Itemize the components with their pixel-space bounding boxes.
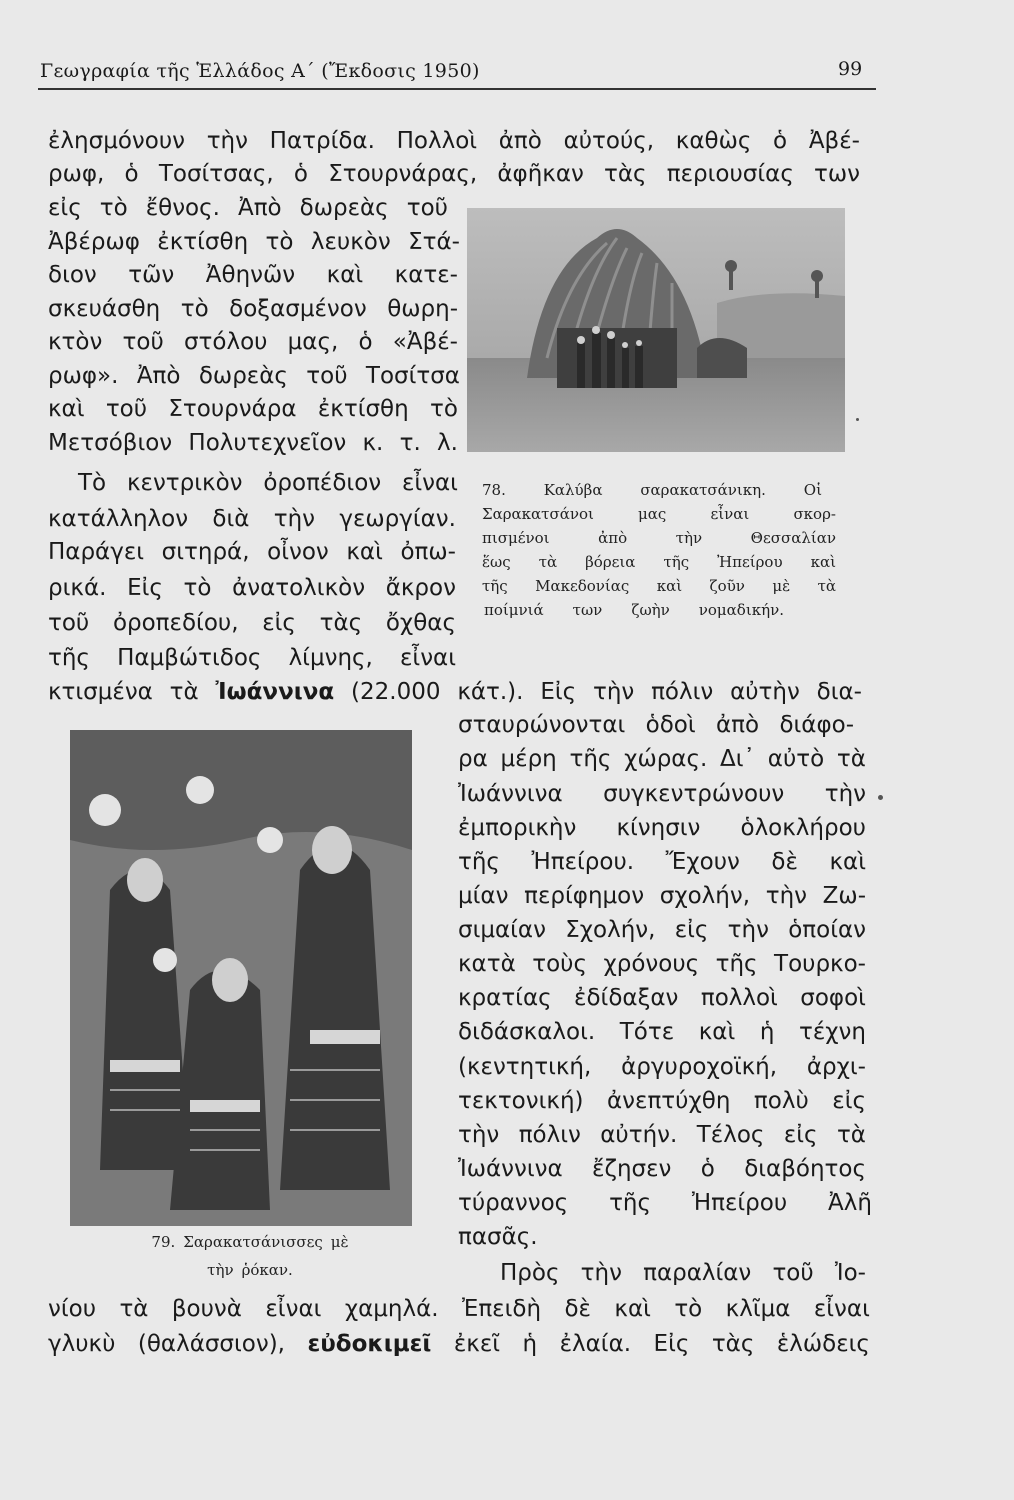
word: σταυρώνονται xyxy=(458,712,626,738)
word: διδάσκαλοι. xyxy=(458,1019,596,1045)
word: Τέλος xyxy=(696,1122,765,1148)
caption-line xyxy=(484,598,784,622)
text-line xyxy=(48,158,860,190)
word: Τοσίτσα xyxy=(365,363,460,389)
word: αὐτὴν xyxy=(730,679,800,705)
word: τὰ xyxy=(538,553,558,571)
word: Ἰωάννινα xyxy=(458,1156,563,1182)
word: γλυκὺ xyxy=(48,1331,116,1357)
word: οἶνον xyxy=(267,539,329,565)
text-line xyxy=(48,125,860,157)
word: Μακεδονίας xyxy=(535,577,630,595)
text-line xyxy=(48,393,458,425)
text-line xyxy=(48,536,456,568)
word: καὶ xyxy=(326,262,364,288)
word: χρόνους xyxy=(603,951,700,977)
photo-78-hut xyxy=(467,208,845,452)
word: ἀπὸ xyxy=(598,529,628,547)
word: Ἠπείρου xyxy=(691,1190,788,1216)
text-line xyxy=(48,259,458,291)
word: λ. xyxy=(437,430,458,456)
word: ῥόκαν. xyxy=(241,1261,293,1279)
word: διον xyxy=(48,262,97,288)
word: τὰ xyxy=(836,746,866,772)
text-line xyxy=(458,778,866,810)
word: Ἠπείρου. xyxy=(531,849,635,875)
word: τῆς xyxy=(458,849,500,875)
word: Ἠπείρου xyxy=(717,553,783,571)
word: ἑλώδεις xyxy=(776,1331,870,1357)
word: Τοσίτσας, xyxy=(158,161,274,187)
word: ἐδίδαξαν xyxy=(574,985,679,1011)
ink-speck xyxy=(878,795,883,800)
word: ὁποίαν xyxy=(788,917,866,943)
word: κρατίας xyxy=(458,985,552,1011)
text-line xyxy=(458,1016,866,1048)
word: διὰ xyxy=(212,506,250,532)
word: γεωργίαν. xyxy=(339,506,456,532)
word: Πολυτεχνεῖον xyxy=(188,430,347,456)
word: ζωὴν xyxy=(631,601,670,619)
word: πολλοὶ xyxy=(700,985,778,1011)
word: ἀφῆκαν xyxy=(497,161,584,187)
word: Πολλοὶ xyxy=(396,128,478,154)
word: ἀνατολικὸν xyxy=(232,575,366,601)
word: ρωφ, xyxy=(48,161,105,187)
word: ποίμνιά xyxy=(484,601,544,619)
women-photo-drawing xyxy=(70,730,412,1226)
text-line xyxy=(458,1187,872,1219)
text-line xyxy=(458,1051,866,1083)
word: βουνὰ xyxy=(171,1296,242,1322)
word: ἐκτίσθη xyxy=(157,229,249,255)
word: ἔθνος. xyxy=(145,195,220,221)
word: σκορ- xyxy=(793,505,836,523)
word: Ἰωάννινα xyxy=(458,781,563,807)
word: Ἀθηνῶν xyxy=(205,262,296,288)
word: τῆς xyxy=(569,746,612,772)
word: τὰς xyxy=(604,161,647,187)
text-line xyxy=(48,572,456,604)
text-line xyxy=(458,880,866,912)
word: των xyxy=(814,161,860,187)
word: τῆς xyxy=(715,951,758,977)
text-line xyxy=(48,503,456,535)
word: σχολήν, xyxy=(659,883,751,909)
word: Εἰς xyxy=(127,575,163,601)
word: καὶ xyxy=(698,1019,736,1045)
word: πόλιν xyxy=(518,1122,581,1148)
word: τὸ xyxy=(99,195,128,221)
word: δωρεὰς xyxy=(299,195,389,221)
word: τῶν xyxy=(128,262,175,288)
word: καὶ xyxy=(810,553,836,571)
word: τῆς xyxy=(48,645,90,671)
word: ἐμπορικὴν xyxy=(458,815,577,841)
word: ὀροπέδιον xyxy=(263,470,382,496)
word: τὴν xyxy=(273,506,316,532)
word: πασᾶς. xyxy=(458,1224,538,1250)
photo-79-women xyxy=(70,730,412,1226)
word: λευκὸν xyxy=(310,229,391,255)
page-number: 99 xyxy=(838,58,863,80)
text-line xyxy=(78,467,458,499)
word: κλῖμα xyxy=(725,1296,791,1322)
word: στόλου xyxy=(183,329,268,355)
word: τὰ xyxy=(817,577,836,595)
word: συγκεντρώνουν xyxy=(603,781,785,807)
word: σιμαίαν xyxy=(458,917,546,943)
word: ἡ xyxy=(522,1331,538,1357)
text-line xyxy=(48,192,448,224)
word: Σαρακατσάνοι xyxy=(482,505,594,523)
word: Δι᾿ xyxy=(720,746,756,772)
header-rule xyxy=(38,88,876,90)
word: ἀργυροχοϊκή, xyxy=(621,1054,778,1080)
word: σαρακατσάνικη. xyxy=(640,481,766,499)
word: καὶ xyxy=(346,539,383,565)
word: τοῦ xyxy=(122,329,164,355)
word: τ. xyxy=(399,430,421,456)
word: δια- xyxy=(816,679,862,705)
word: Ἰωάννινα xyxy=(215,679,335,705)
word: Πατρίδα. xyxy=(269,128,375,154)
word: εἰς xyxy=(832,1088,866,1114)
word: τοῦ xyxy=(48,610,90,636)
word: διάφο- xyxy=(779,712,854,738)
word: δὲ xyxy=(771,849,798,875)
word: ὀπω- xyxy=(400,539,456,565)
word: μας, xyxy=(287,329,339,355)
word: ὀροπεδίου, xyxy=(112,610,239,636)
word: δωρεὰς xyxy=(198,363,288,389)
word: (κεντητική, xyxy=(458,1054,592,1080)
word: τὸ xyxy=(183,575,212,601)
word: εἶναι xyxy=(710,505,750,523)
word: Ἔχουν xyxy=(665,849,740,875)
word: (22.000 xyxy=(351,679,441,705)
word: Ἐπειδὴ xyxy=(461,1296,542,1322)
word: ρα xyxy=(458,746,488,772)
word: Τότε xyxy=(619,1019,675,1045)
word: μὲ xyxy=(330,1233,349,1251)
word: καὶ xyxy=(829,849,866,875)
word: καὶ xyxy=(48,396,85,422)
word: μας xyxy=(638,505,667,523)
text-line xyxy=(458,914,866,946)
word: τοῦ xyxy=(105,396,148,422)
word: καὶ xyxy=(656,577,683,595)
word: αὐτὸ xyxy=(767,746,825,772)
word: ἐκεῖ xyxy=(453,1331,501,1357)
word: τὸ xyxy=(430,396,458,422)
word: τὰς xyxy=(319,610,363,636)
word: σκευάσθη xyxy=(48,296,161,322)
word: Εἰς xyxy=(540,679,577,705)
word: ἄκρον xyxy=(385,575,456,601)
word: Θεσσαλίαν xyxy=(750,529,836,547)
word: ἀπὸ xyxy=(498,128,542,154)
word: τὴν xyxy=(458,1122,500,1148)
word: νίου xyxy=(48,1296,97,1322)
word: ζοῦν xyxy=(709,577,745,595)
word: ὁ xyxy=(773,128,788,154)
word: 79. xyxy=(151,1233,176,1251)
word: τὸ xyxy=(265,229,294,255)
word: δὲ xyxy=(564,1296,591,1322)
word: περίφημον xyxy=(524,883,645,909)
word: ὄχθας xyxy=(385,610,456,636)
word: Τουρκο- xyxy=(774,951,866,977)
text-line xyxy=(48,607,456,639)
word: καθὼς xyxy=(675,128,752,154)
word: Ἀπὸ xyxy=(136,363,181,389)
text-line xyxy=(48,642,456,674)
ink-speck xyxy=(856,418,859,421)
word: λίμνης, xyxy=(288,645,373,671)
word: Ἀβέ- xyxy=(808,128,860,154)
word: περιουσίας xyxy=(666,161,794,187)
word: μίαν xyxy=(458,883,509,909)
word: Στουρνάρα xyxy=(168,396,297,422)
word: Στουρνάρας, xyxy=(328,161,478,187)
word: τὰ xyxy=(119,1296,149,1322)
word: τεκτονική) xyxy=(458,1088,584,1114)
caption-line xyxy=(482,478,822,502)
word: ἐλαία. xyxy=(559,1331,632,1357)
word: ἡ xyxy=(759,1019,775,1045)
word: τοῦ xyxy=(406,195,448,221)
word: παραλίαν xyxy=(643,1260,752,1286)
word: χώρας. xyxy=(624,746,708,772)
word: εἰς xyxy=(783,1122,818,1148)
text-line xyxy=(458,1119,866,1151)
text-line xyxy=(458,1221,866,1253)
text-line xyxy=(48,360,460,392)
word: τὴν xyxy=(206,128,248,154)
word: σοφοὶ xyxy=(800,985,866,1011)
word: ἐκτίσθη xyxy=(317,396,409,422)
word: Πρὸς xyxy=(500,1260,560,1286)
word: Εἰς xyxy=(653,1331,690,1357)
word: τὰς xyxy=(711,1331,755,1357)
word: Σχολήν, xyxy=(565,917,656,943)
word: τὴν xyxy=(592,679,635,705)
running-header: Γεωγραφία τῆς Ἑλλάδος Α΄ (Ἔκδοσις 1950) xyxy=(40,60,480,82)
word: θωρη- xyxy=(387,296,458,322)
word: τὴν xyxy=(727,917,769,943)
caption-line xyxy=(482,526,836,550)
word: ἀνεπτύχθη xyxy=(607,1088,731,1114)
word: τὴν xyxy=(675,529,703,547)
word: εἶναι xyxy=(401,470,458,496)
word: κεντρικὸν xyxy=(126,470,243,496)
text-line xyxy=(458,846,866,878)
word: κατὰ xyxy=(458,951,516,977)
text-line xyxy=(48,427,458,459)
word: Ἰο- xyxy=(834,1260,866,1286)
word: Στά- xyxy=(408,229,460,255)
word: μὲ xyxy=(772,577,791,595)
word: (θαλάσσιον), xyxy=(137,1331,285,1357)
word: τοῦ xyxy=(306,363,348,389)
word: τὴν xyxy=(207,1261,234,1279)
text-line xyxy=(48,226,460,258)
word: πόλιν xyxy=(651,679,714,705)
word: ὁ xyxy=(700,1156,715,1182)
word: τοὺς xyxy=(532,951,587,977)
word: τῆς xyxy=(482,577,508,595)
word: τὰ xyxy=(836,1122,866,1148)
word: βόρεια xyxy=(585,553,636,571)
word: μέρη xyxy=(500,746,557,772)
word: ἔζησεν xyxy=(592,1156,672,1182)
word: Ζω- xyxy=(822,883,866,909)
word: τὸ xyxy=(674,1296,703,1322)
word: τῆς xyxy=(609,1190,651,1216)
word: των xyxy=(572,601,603,619)
word: ἀπὸ xyxy=(716,712,760,738)
caption-line xyxy=(482,574,836,598)
text-line xyxy=(458,743,866,775)
word: εἶναι xyxy=(399,645,456,671)
word: ὁ xyxy=(124,161,139,187)
word: τὴν xyxy=(580,1260,622,1286)
word: Καλύβα xyxy=(543,481,603,499)
word: κτὸν xyxy=(48,329,103,355)
word: Παράγει xyxy=(48,539,145,565)
word: Ἀλῆ xyxy=(828,1190,872,1216)
word: τὰ xyxy=(169,679,199,705)
text-line xyxy=(48,293,458,325)
word: Παμβώτιδος xyxy=(117,645,262,671)
word: εἰς xyxy=(674,917,709,943)
word: κάτ.). xyxy=(457,679,524,705)
caption-line xyxy=(100,1230,400,1254)
word: διαβόητος xyxy=(744,1156,866,1182)
word: δοξασμένον xyxy=(229,296,367,322)
word: Σαρακατσάνισσες xyxy=(183,1233,323,1251)
word: κατάλληλον xyxy=(48,506,189,532)
text-line xyxy=(48,1293,870,1325)
text-line xyxy=(48,326,458,358)
word: τύραννος xyxy=(458,1190,569,1216)
hut-photo-drawing xyxy=(467,208,845,452)
text-line xyxy=(48,676,862,708)
word: Μετσόβιον xyxy=(48,430,173,456)
word: Τὸ xyxy=(78,470,107,496)
word: ὁ xyxy=(358,329,373,355)
word: κτισμένα xyxy=(48,679,153,705)
word: τῆς xyxy=(663,553,690,571)
text-line xyxy=(500,1257,866,1289)
word: ἐλησμόνουν xyxy=(48,128,185,154)
word: κατε- xyxy=(394,262,458,288)
text-line xyxy=(458,709,854,741)
word: κ. xyxy=(362,430,384,456)
word: εὐδοκιμεῖ xyxy=(307,1331,432,1357)
word: τέχνη xyxy=(798,1019,866,1045)
caption-line xyxy=(482,550,836,574)
word: ὁλοκλήρου xyxy=(740,815,866,841)
word: Ἀβέρωφ xyxy=(48,229,140,255)
word: Οἱ xyxy=(803,481,822,499)
word: ρικά. xyxy=(48,575,107,601)
word: τὸ xyxy=(180,296,209,322)
word: αὐτήν. xyxy=(600,1122,678,1148)
word: σιτηρά, xyxy=(161,539,250,565)
word: τὴν xyxy=(765,883,807,909)
word: ὁδοὶ xyxy=(645,712,696,738)
word: ρωφ». xyxy=(48,363,119,389)
word: πισμένοι xyxy=(482,529,550,547)
text-line xyxy=(458,812,866,844)
word: καὶ xyxy=(614,1296,651,1322)
word: εἶναι xyxy=(265,1296,322,1322)
word: εἰς xyxy=(48,195,82,221)
text-line xyxy=(458,1085,866,1117)
word: κίνησιν xyxy=(616,815,701,841)
word: αὐτούς, xyxy=(563,128,655,154)
word: χαμηλά. xyxy=(344,1296,439,1322)
text-line xyxy=(48,1328,870,1360)
word: «Ἀβέ- xyxy=(392,329,458,355)
text-line xyxy=(458,948,866,980)
word: ἀρχι- xyxy=(806,1054,866,1080)
word: νομαδικήν. xyxy=(698,601,784,619)
text-line xyxy=(458,1153,866,1185)
caption-line xyxy=(100,1258,400,1282)
word: πολὺ xyxy=(753,1088,809,1114)
word: Ἀπὸ xyxy=(237,195,282,221)
word: εἶναι xyxy=(813,1296,870,1322)
word: τοῦ xyxy=(772,1260,814,1286)
word: ὁ xyxy=(293,161,308,187)
text-line xyxy=(458,982,866,1014)
word: εἰς xyxy=(262,610,296,636)
caption-line xyxy=(482,502,836,526)
word: τὴν xyxy=(824,781,866,807)
word: ἕως xyxy=(482,553,511,571)
word: 78. xyxy=(482,481,506,499)
